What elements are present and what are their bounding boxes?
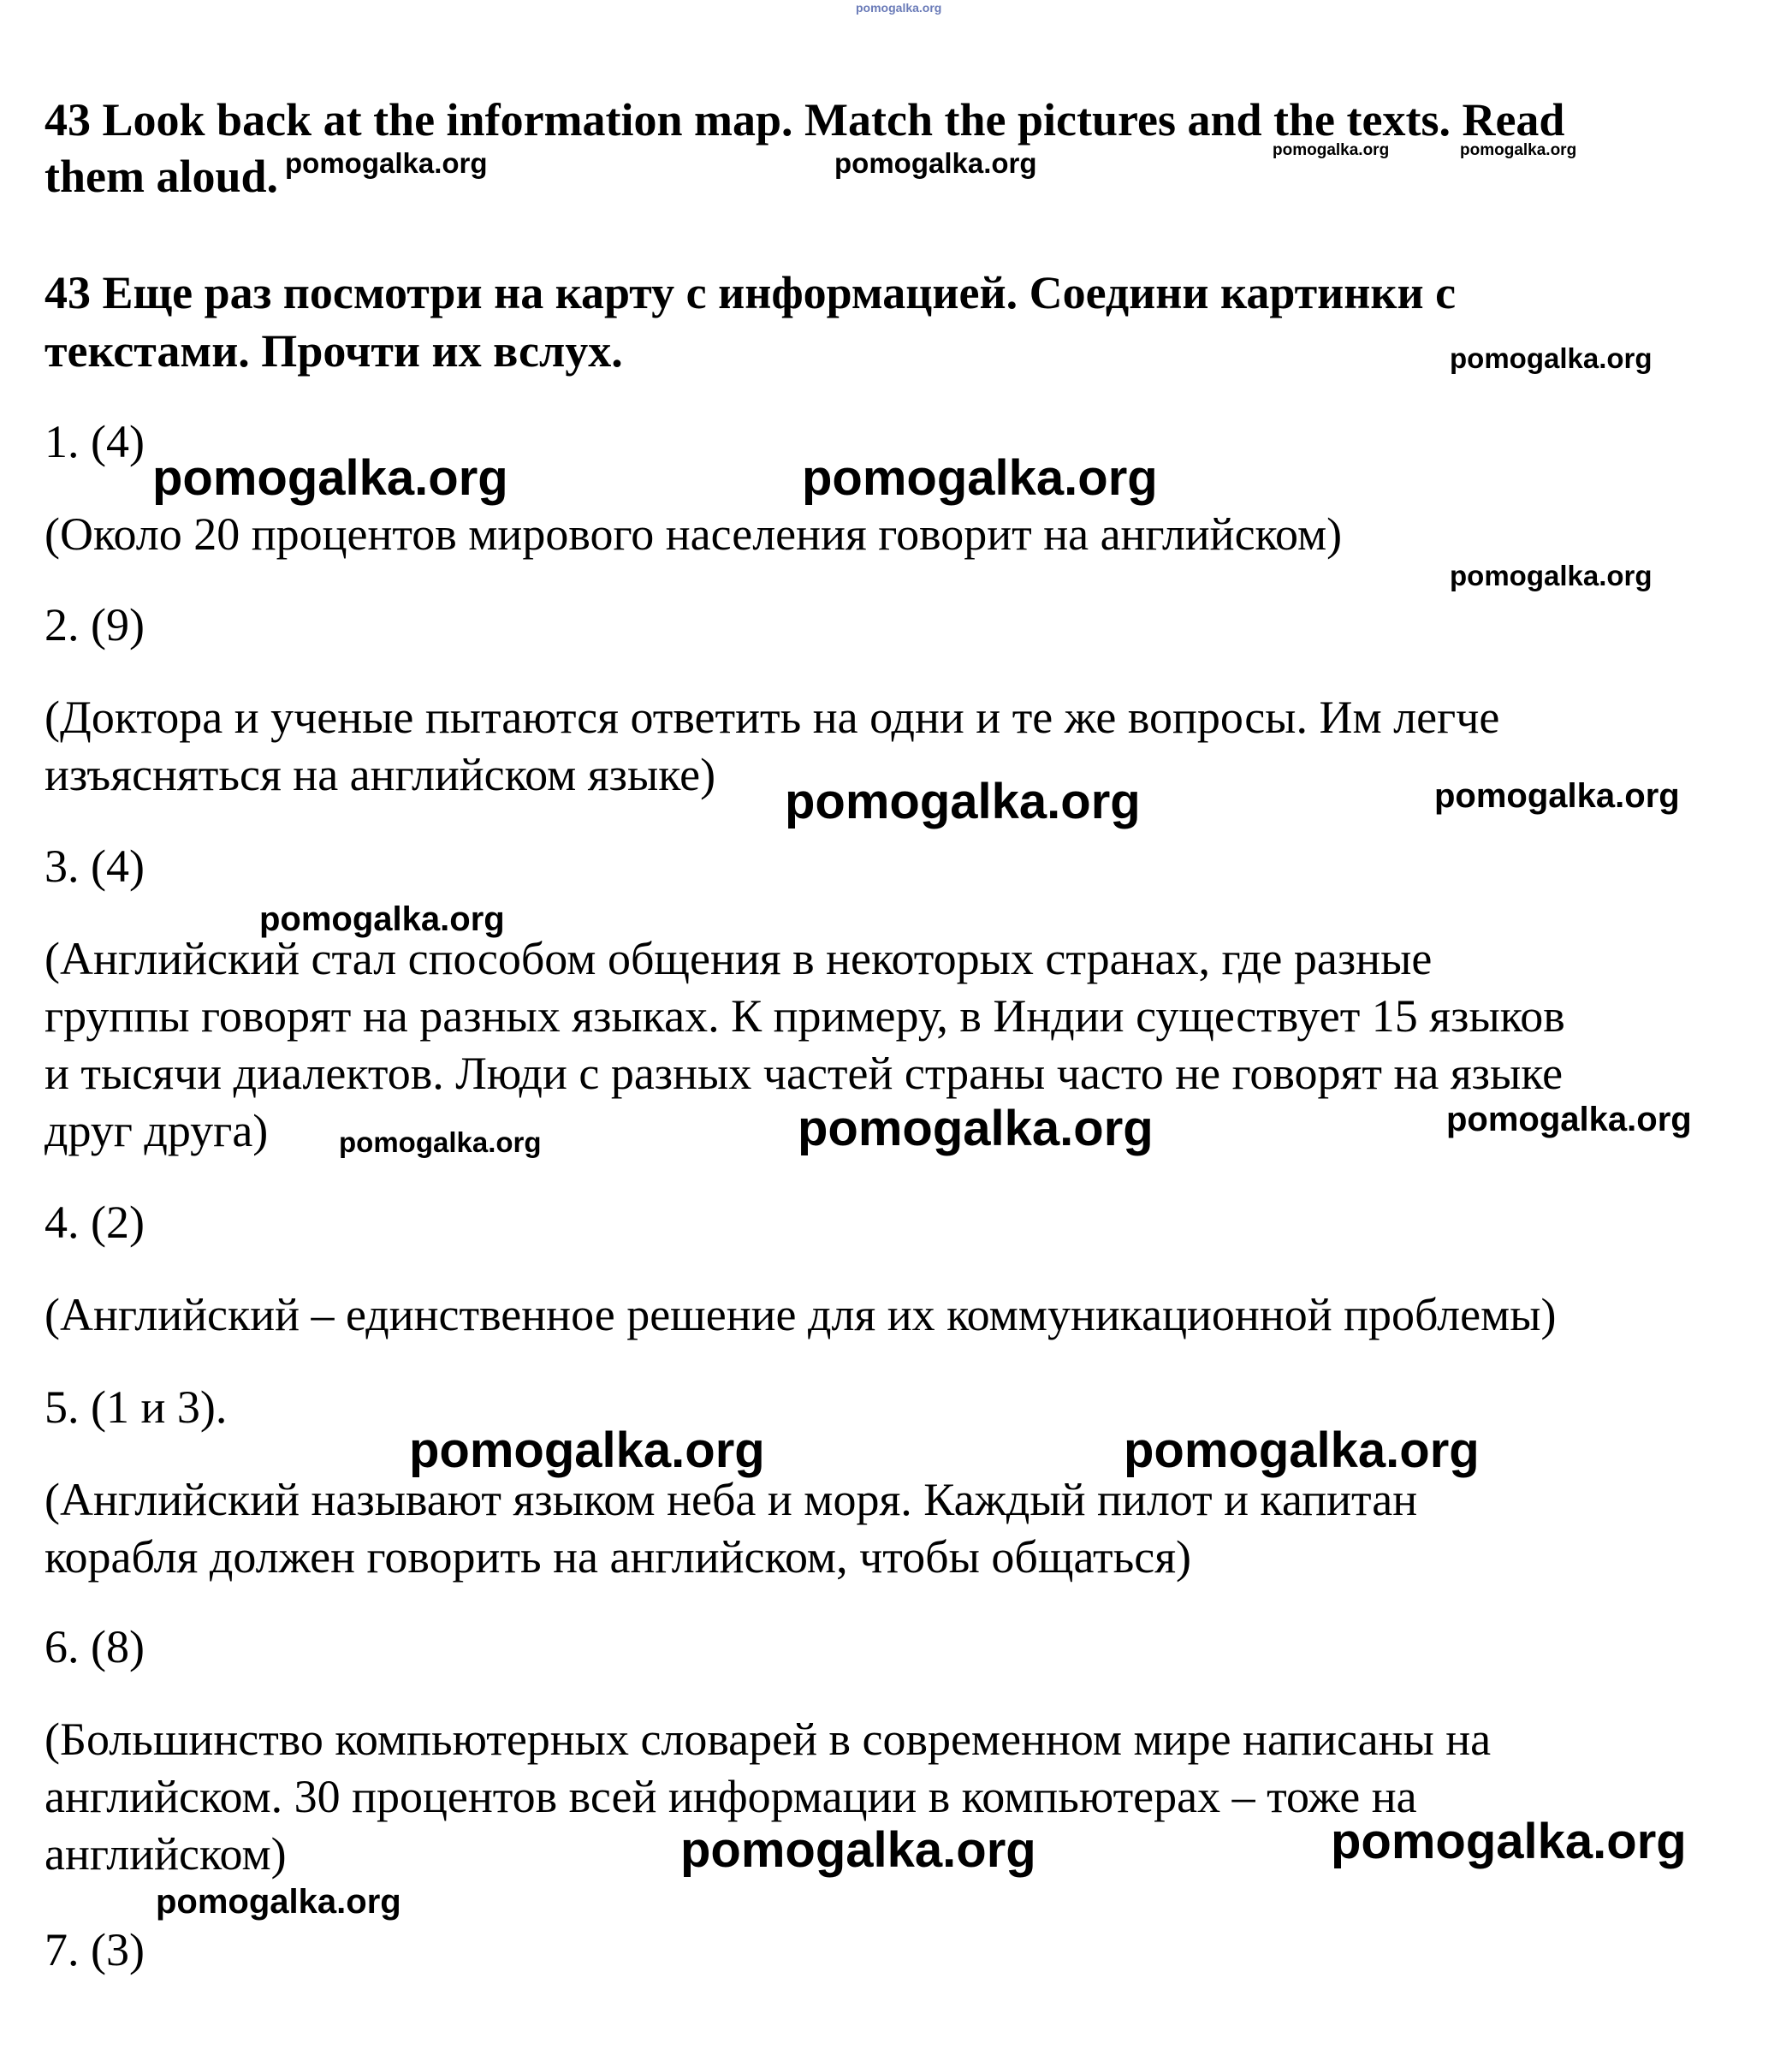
watermark: pomogalka.org [259, 900, 505, 938]
heading-ru-line-1: 43 Еще раз посмотри на карту с информацией. Соедини картинки с [45, 267, 1457, 318]
answer-6-line-3: английском) [45, 1828, 287, 1880]
watermark: pomogalka.org [152, 450, 508, 506]
answer-1-number: 1. (4) [45, 416, 145, 467]
answer-3-line-2: группы говорят на разных языках. К примеру, в Индии существует 15 языков [45, 990, 1565, 1042]
watermark: pomogalka.org [409, 1423, 765, 1478]
answer-5-line-2: корабля должен говорить на английском, чтобы общаться) [45, 1531, 1192, 1583]
answer-3-line-4: друг друга) [45, 1105, 269, 1156]
answer-2-line-2: изъясняться на английском языке) [45, 749, 716, 800]
answer-4-number: 4. (2) [45, 1197, 145, 1248]
answer-3-number: 3. (4) [45, 840, 145, 892]
answer-5-number: 5. (1 и 3). [45, 1381, 228, 1433]
answer-1-line-1: (Около 20 процентов мирового населения говорит на английском) [45, 508, 1343, 560]
watermark: pomogalka.org [798, 1101, 1154, 1156]
answer-6-line-1: (Большинство компьютерных словарей в современном мире написаны на [45, 1714, 1492, 1765]
answer-3-line-3: и тысячи диалектов. Люди с разных частей страны часто не говорят на языке [45, 1048, 1564, 1099]
watermark: pomogalka.org [802, 450, 1158, 506]
watermark: pomogalka.org [156, 1883, 401, 1921]
heading-en-line-1: 43 Look back at the information map. Match the pictures and the texts. Read [45, 94, 1565, 146]
answer-7-number: 7. (3) [45, 1924, 145, 1975]
answer-2-number: 2. (9) [45, 599, 145, 650]
watermark: pomogalka.org [1460, 141, 1577, 159]
header-watermark: pomogalka.org [856, 1, 942, 15]
watermark: pomogalka.org [1434, 777, 1680, 815]
answer-6-line-2: английском. 30 процентов всей информации в компьютерах – тоже на [45, 1771, 1417, 1822]
watermark: pomogalka.org [339, 1126, 542, 1158]
watermark: pomogalka.org [785, 774, 1141, 829]
heading-en-line-2: them aloud. [45, 151, 279, 202]
watermark: pomogalka.org [1450, 342, 1653, 374]
watermark: pomogalka.org [1331, 1814, 1687, 1869]
watermark: pomogalka.org [1450, 560, 1653, 591]
watermark: pomogalka.org [1273, 141, 1390, 159]
watermark: pomogalka.org [834, 147, 1037, 179]
watermark: pomogalka.org [680, 1822, 1036, 1878]
watermark: pomogalka.org [1446, 1101, 1692, 1138]
watermark: pomogalka.org [1124, 1423, 1480, 1478]
answer-5-line-1: (Английский называют языком неба и моря. Каждый пилот и капитан [45, 1474, 1418, 1525]
answer-6-number: 6. (8) [45, 1621, 145, 1672]
answer-2-line-1: (Доктора и ученые пытаются ответить на одни и те же вопросы. Им легче [45, 692, 1500, 743]
watermark: pomogalka.org [285, 147, 488, 179]
answer-4-line-1: (Английский – единственное решение для их коммуникационной проблемы) [45, 1289, 1557, 1340]
answer-3-line-1: (Английский стал способом общения в некоторых странах, где разные [45, 933, 1433, 984]
heading-ru-line-2: текстами. Прочти их вслух. [45, 325, 623, 377]
